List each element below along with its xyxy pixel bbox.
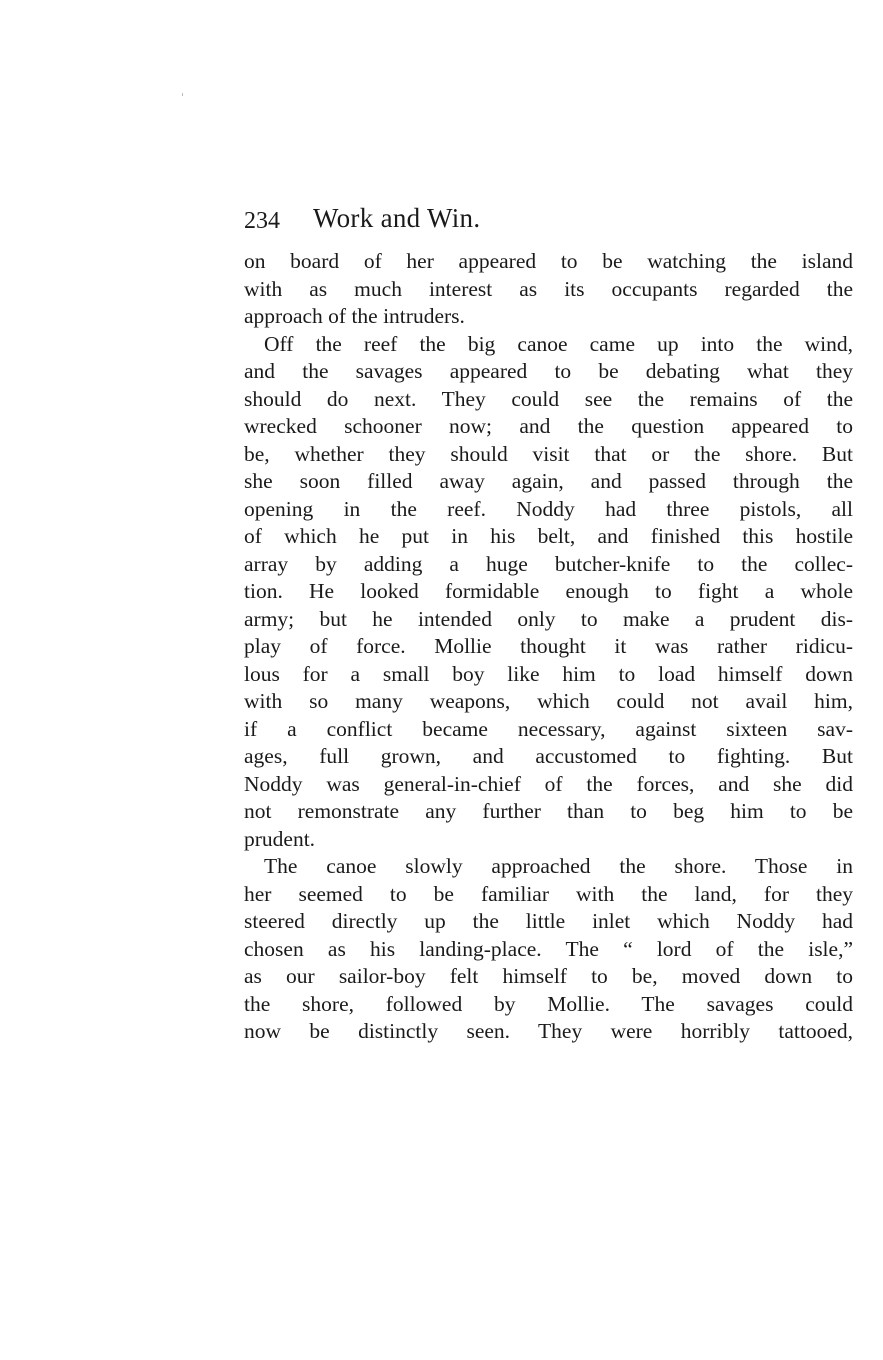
text-line: on board of her appeared to be watching the island	[244, 249, 853, 273]
text-line: prudent.	[244, 826, 316, 851]
text-line: ages, full grown, and accustomed to fighting. But	[244, 744, 853, 768]
text-line: army; but he intended only to make a prudent dis-	[244, 606, 853, 631]
text-line: now be distinctly seen. They were horribly tattooed,	[244, 1019, 853, 1043]
text-line: steered directly up the little inlet which Noddy had	[244, 909, 853, 933]
text-line: lous for a small boy like him to load himself down	[244, 661, 853, 686]
text-line: approach of the intruders.	[244, 304, 465, 328]
text-line: tion. He looked formidable enough to fight a whole	[244, 579, 853, 603]
running-head: Work and Win.	[313, 203, 481, 233]
text-line: with as much interest as its occupants regarded the	[244, 276, 853, 301]
text-line: her seemed to be familiar with the land, for they	[244, 881, 853, 906]
text-line: array by adding a huge butcher-knife to the collec-	[244, 551, 853, 576]
text-line: be, whether they should visit that or the shore. But	[244, 441, 853, 466]
text-line: should do next. They could see the remains of the	[244, 386, 853, 411]
text-line: Noddy was general-in-chief of the forces, and she did	[244, 771, 853, 796]
text-line: Off the reef the big canoe came up into the wind,	[264, 331, 853, 356]
text-line: The canoe slowly approached the shore. Those in	[264, 854, 853, 878]
text-line: and the savages appeared to be debating what they	[244, 359, 853, 383]
scan-speck	[182, 93, 183, 96]
text-line: opening in the reef. Noddy had three pistols, all	[244, 496, 853, 521]
text-line: with so many weapons, which could not avail him,	[244, 689, 853, 713]
text-line: wrecked schooner now; and the question appeared to	[244, 414, 853, 438]
text-line: the shore, followed by Mollie. The savages could	[244, 991, 853, 1016]
text-line: she soon filled away again, and passed through the	[244, 469, 853, 493]
text-line: play of force. Mollie thought it was rather ridicu-	[244, 634, 853, 658]
text-line: chosen as his landing-place. The “ lord of the isle,”	[244, 936, 853, 961]
text-line: if a conflict became necessary, against sixteen sav-	[244, 716, 853, 741]
text-line: as our sailor-boy felt himself to be, moved down to	[244, 964, 853, 988]
page-number: 234	[244, 208, 280, 234]
text-line: of which he put in his belt, and finished this hostile	[244, 524, 853, 548]
body-text	[244, 248, 853, 1046]
text-line: not remonstrate any further than to beg him to be	[244, 799, 853, 823]
